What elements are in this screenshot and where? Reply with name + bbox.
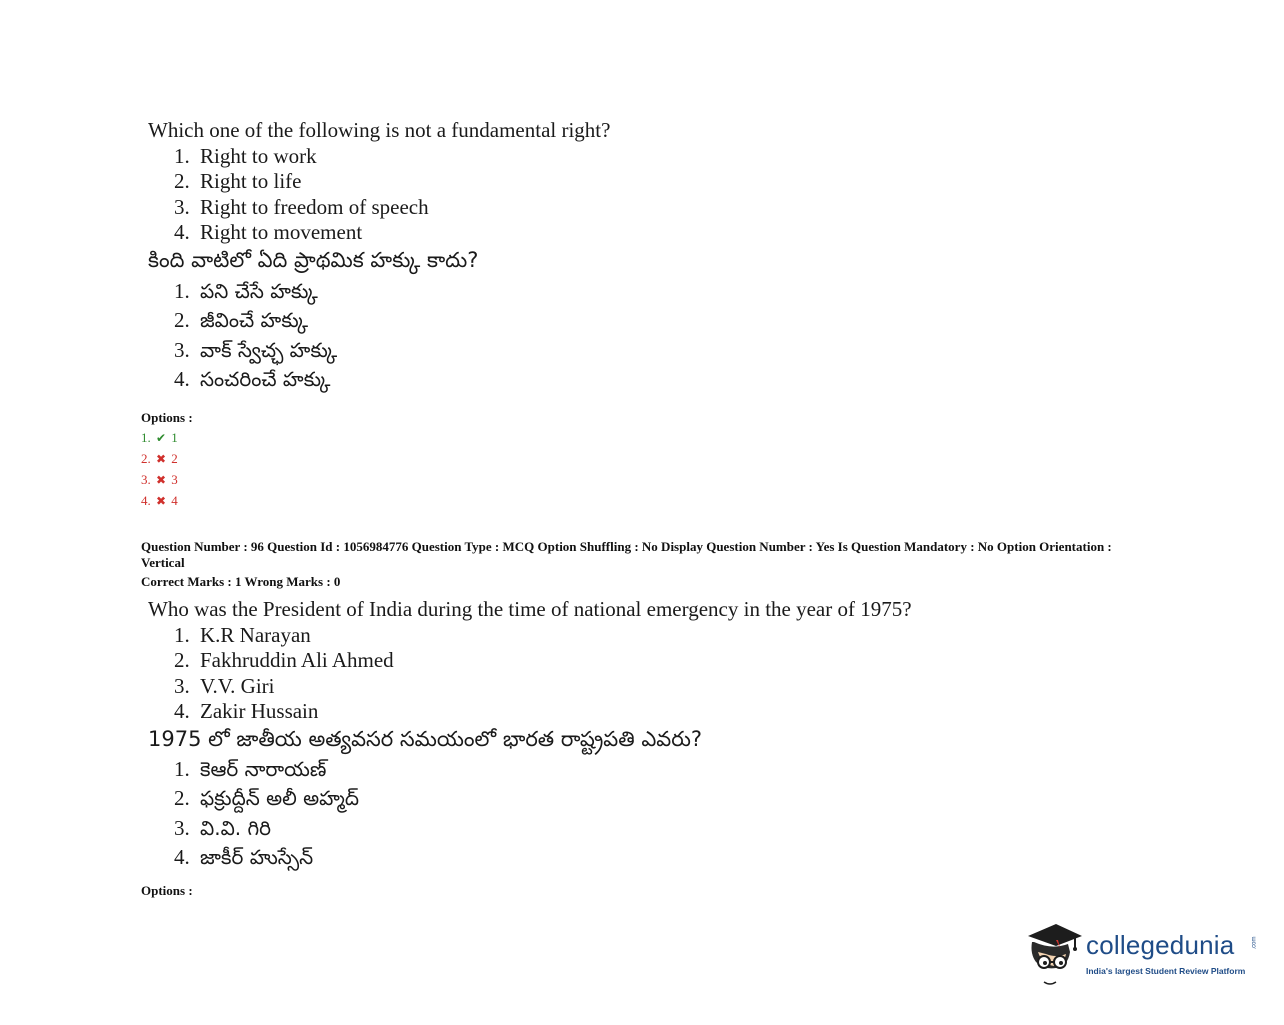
logo-suffix: .com xyxy=(1251,936,1258,950)
q95-option-1-te: 1. పని చేసే హక్కు xyxy=(174,279,318,303)
answer-option-3: 3. ✖ 3 xyxy=(141,472,178,487)
q95-option-3-te: 3. వాక్ స్వేచ్ఛ హక్కు xyxy=(174,338,338,362)
question-96-meta: Question Number : 96 Question Id : 1056984776 Question Type : MCQ Option Shuffling : No Display Question Number : Yes Is Question Mandatory : No Option Orientation : Vertical xyxy=(141,539,1112,570)
q95-option-4-te: 4. సంచరించే హక్కు xyxy=(174,367,331,391)
mascot-icon xyxy=(1022,918,1086,988)
answer-option-4: 4. ✖ 4 xyxy=(141,493,178,508)
check-icon: ✔ xyxy=(155,431,167,445)
q96-option-2-en: 2. Fakhruddin Ali Ahmed xyxy=(174,648,394,672)
q96-option-1-en: 1. K.R Narayan xyxy=(174,623,311,647)
question-96-te: 1975 లో జాతీయ అత్యవసర సమయంలో భారత రాష్ట్రపతి ఎవరు? xyxy=(148,727,703,751)
q96-option-4-te: 4. జాకీర్ హుస్సేన్ xyxy=(174,845,314,869)
question-95-en: Which one of the following is not a fundamental right? xyxy=(148,118,611,142)
q96-option-3-en: 3. V.V. Giri xyxy=(174,674,275,698)
answer-option-2: 2. ✖ 2 xyxy=(141,451,178,466)
q96-option-3-te: 3. వి.వి. గిరి xyxy=(174,816,272,840)
cross-icon: ✖ xyxy=(155,452,167,466)
q96-option-2-te: 2. ఫక్రుద్దీన్ అలీ అహ్మద్ xyxy=(174,786,359,810)
options-label-96: Options : xyxy=(141,883,193,898)
q95-option-2-te: 2. జీవించే హక్కు xyxy=(174,308,309,332)
question-95-te: కింది వాటిలో ఏది ప్రాథమిక హక్కు కాదు? xyxy=(148,248,479,272)
cross-icon: ✖ xyxy=(155,473,167,487)
q95-option-4-en: 4. Right to movement xyxy=(174,220,363,244)
question-96-en: Who was the President of India during the time of national emergency in the year of 1975? xyxy=(148,597,912,621)
logo-wordmark: collegedunia xyxy=(1086,930,1235,960)
q95-option-1-en: 1. Right to work xyxy=(174,144,317,168)
q95-option-2-en: 2. Right to life xyxy=(174,169,302,193)
question-96-marks: Correct Marks : 1 Wrong Marks : 0 xyxy=(141,574,341,589)
q96-option-1-te: 1. కెఆర్ నారాయణ్ xyxy=(174,757,327,781)
q96-option-4-en: 4. Zakir Hussain xyxy=(174,699,319,723)
logo-tagline: India's largest Student Review Platform xyxy=(1086,966,1246,976)
q95-option-3-en: 3. Right to freedom of speech xyxy=(174,195,429,219)
cross-icon: ✖ xyxy=(155,494,167,508)
options-label: Options : xyxy=(141,410,193,425)
collegedunia-logo xyxy=(1022,918,1262,988)
answer-option-1: 1. ✔ 1 xyxy=(141,430,178,445)
